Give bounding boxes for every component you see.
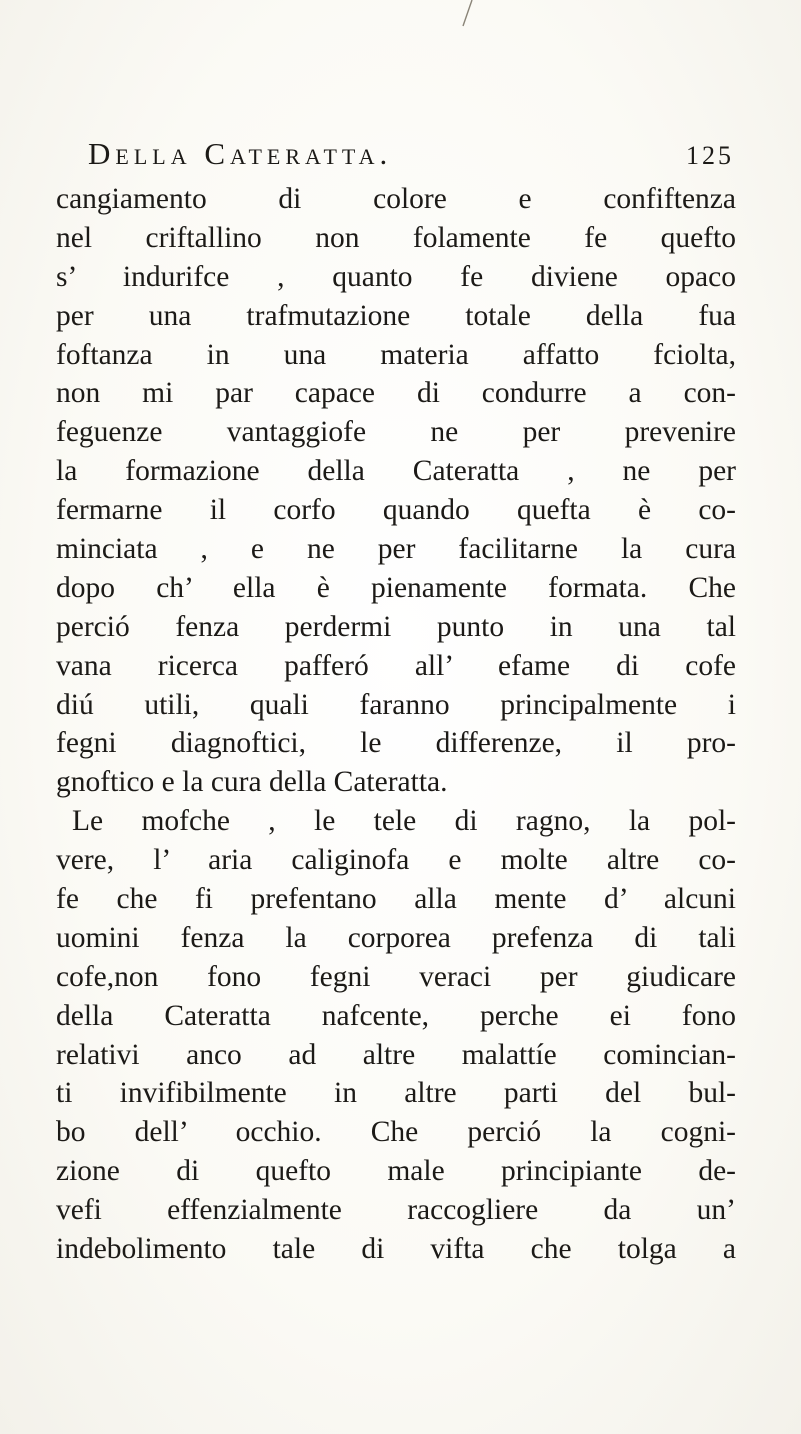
text-line: gnoftico e la cura della Cateratta.: [56, 766, 448, 799]
text-line: vere, l’ aria caliginofa e molte altre co-: [56, 844, 736, 877]
text-line: per una trafmutazione totale della fua: [56, 299, 736, 332]
page-number: 125: [686, 141, 734, 170]
text-line: ti invifibilmente in altre parti del bul-: [56, 1077, 736, 1110]
text-line: s’ indurifce , quanto fe diviene opaco: [56, 260, 736, 293]
text-line: diú utili, quali faranno principalmente i: [56, 688, 736, 721]
text-line: vana ricerca pafferó all’ efame di cofe: [56, 649, 736, 682]
text-line: fermarne il corfo quando quefta è co-: [56, 494, 736, 527]
text-line: minciata , e ne per facilitarne la cura: [56, 533, 736, 566]
text-line: dopo ch’ ella è pienamente formata. Che: [56, 571, 736, 604]
text-line: fe che fi prefentano alla mente d’ alcuni: [56, 883, 736, 916]
text-line: relativi anco ad altre malattíe comincian-: [56, 1038, 736, 1071]
text-line: cangiamento di colore e confiftenza: [56, 183, 736, 215]
text-line: uomini fenza la corporea prefenza di tali: [56, 921, 736, 954]
running-header: [88, 136, 734, 176]
text-line: bo dell’ occhio. Che perció la cogni-: [56, 1116, 736, 1149]
text-line: cofe,non fono fegni veraci per giudicare: [56, 960, 736, 993]
text-line: della Cateratta nafcente, perche ei fono: [56, 999, 736, 1032]
pencil-mark: [460, 0, 474, 28]
text-line: feguenze vantaggiofe ne per prevenire: [56, 416, 736, 449]
text-line: Le mofche , le tele di ragno, la pol-: [72, 805, 736, 838]
text-line: la formazione della Cateratta , ne per: [56, 455, 736, 488]
text-line: nel criftallino non folamente fe quefto: [56, 221, 736, 254]
text-line: zione di quefto male principiante de-: [56, 1155, 736, 1188]
text-line: fegni diagnoftici, le differenze, il pro-: [56, 727, 736, 760]
running-title: Della Cateratta.: [88, 136, 393, 171]
text-line: indebolimento tale di vifta che tolga a: [56, 1233, 736, 1266]
text-line: foftanza in una materia affatto fciolta,: [56, 338, 736, 371]
text-line: non mi par capace di condurre a con-: [56, 377, 736, 410]
text-line: vefi effenzialmente raccogliere da un’: [56, 1194, 736, 1227]
body-text: [56, 180, 736, 1269]
text-line: perció fenza perdermi punto in una tal: [56, 610, 736, 643]
